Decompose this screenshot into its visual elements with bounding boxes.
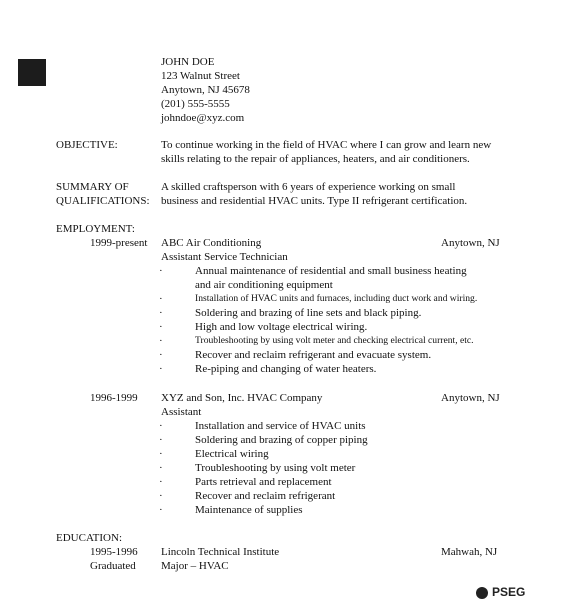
bullet-icon: ·: [159, 265, 163, 277]
summary-line: A skilled craftsperson with 6 years of experience working on small: [161, 181, 456, 193]
duty-text-continuation: and air conditioning equipment: [195, 279, 333, 291]
bullet-icon: ·: [159, 293, 163, 305]
bullet-icon: ·: [159, 335, 163, 347]
duty-text: Soldering and brazing of line sets and black piping.: [195, 307, 422, 319]
list-item: [159, 461, 539, 475]
applicant-name: JOHN DOE: [161, 56, 215, 68]
list-item: [159, 433, 539, 447]
duty-text: Electrical wiring: [195, 448, 269, 460]
bullet-icon: ·: [159, 490, 163, 502]
job-years: 1999-present: [90, 237, 148, 249]
list-item: [159, 306, 539, 320]
summary-label: [56, 180, 150, 208]
job-company: ABC Air Conditioning: [161, 237, 262, 249]
duty-text: High and low voltage electrical wiring.: [195, 321, 368, 333]
bullet-icon: ·: [159, 321, 163, 333]
duty-text: Installation and service of HVAC units: [195, 420, 366, 432]
education-location: Mahwah, NJ: [441, 546, 498, 558]
education-status: Graduated: [90, 560, 136, 572]
street-address: 123 Walnut Street: [161, 70, 240, 82]
list-item: [159, 447, 539, 461]
duty-text: Re-piping and changing of water heaters.: [195, 363, 377, 375]
list-item: [159, 334, 539, 348]
education-years: 1995-1996: [90, 546, 138, 558]
bullet-icon: ·: [159, 476, 163, 488]
bullet-icon: ·: [159, 307, 163, 319]
company-logo: [476, 585, 525, 599]
list-item: [159, 475, 539, 489]
list-item: [159, 419, 539, 433]
duty-text: Recover and reclaim refrigerant: [195, 490, 336, 502]
list-item: [159, 362, 539, 376]
bullet-icon: ·: [159, 420, 163, 432]
list-item: [159, 292, 539, 306]
city-state-zip: Anytown, NJ 45678: [161, 84, 250, 96]
phone-number: (201) 555-5555: [161, 98, 230, 110]
duty-text: Annual maintenance of residential and small business heating: [195, 265, 467, 277]
summary-text: [161, 180, 467, 208]
decorative-square: [18, 59, 46, 86]
education-label: EDUCATION:: [56, 532, 122, 544]
duty-text: Soldering and brazing of copper piping: [195, 434, 368, 446]
contact-block: [161, 55, 250, 125]
duty-text: Troubleshooting by using volt meter: [195, 462, 356, 474]
summary-line: business and residential HVAC units. Type II refrigerant certification.: [161, 195, 468, 207]
list-item: [159, 264, 539, 278]
job-duties-list: [159, 419, 539, 517]
logo-mark-icon: [476, 587, 488, 599]
bullet-icon: ·: [159, 434, 163, 446]
bullet-icon: ·: [159, 462, 163, 474]
summary-label-line: SUMMARY OF: [56, 181, 129, 193]
objective-label: OBJECTIVE:: [56, 139, 118, 151]
email-address: johndoe@xyz.com: [161, 112, 245, 124]
job-title: Assistant Service Technician: [161, 251, 288, 263]
list-item: [159, 348, 539, 362]
job-company: XYZ and Son, Inc. HVAC Company: [161, 392, 323, 404]
objective-line: To continue working in the field of HVAC where I can grow and learn new: [161, 139, 492, 151]
summary-label-line: QUALIFICATIONS:: [56, 195, 150, 207]
education-school: Lincoln Technical Institute: [161, 546, 280, 558]
bullet-icon: ·: [159, 349, 163, 361]
logo-text: PSEG: [492, 585, 526, 599]
bullet-icon: ·: [159, 363, 163, 375]
employment-label: EMPLOYMENT:: [56, 223, 135, 235]
duty-text: Maintenance of supplies: [195, 504, 303, 516]
education-major: Major – HVAC: [161, 560, 229, 572]
duty-text: Recover and reclaim refrigerant and evacuate system.: [195, 349, 432, 361]
duty-text: Parts retrieval and replacement: [195, 476, 332, 488]
duty-text: Installation of HVAC units and furnaces, including duct work and wiring.: [195, 293, 478, 304]
list-item: [159, 489, 539, 503]
job-title: Assistant: [161, 406, 202, 418]
list-item: [159, 320, 539, 334]
job-duties-list: [159, 264, 539, 376]
job-years: 1996-1999: [90, 392, 138, 404]
list-item-continuation: [159, 278, 539, 292]
job-location: Anytown, NJ: [441, 237, 500, 249]
list-item: [159, 503, 539, 517]
objective-text: [161, 138, 491, 166]
job-location: Anytown, NJ: [441, 392, 500, 404]
bullet-icon: ·: [159, 448, 163, 460]
bullet-icon: ·: [159, 504, 163, 516]
objective-line: skills relating to the repair of appliances, heaters, and air conditioners.: [161, 153, 470, 165]
duty-text: Troubleshooting by using volt meter and checking electrical current, etc.: [195, 335, 474, 346]
